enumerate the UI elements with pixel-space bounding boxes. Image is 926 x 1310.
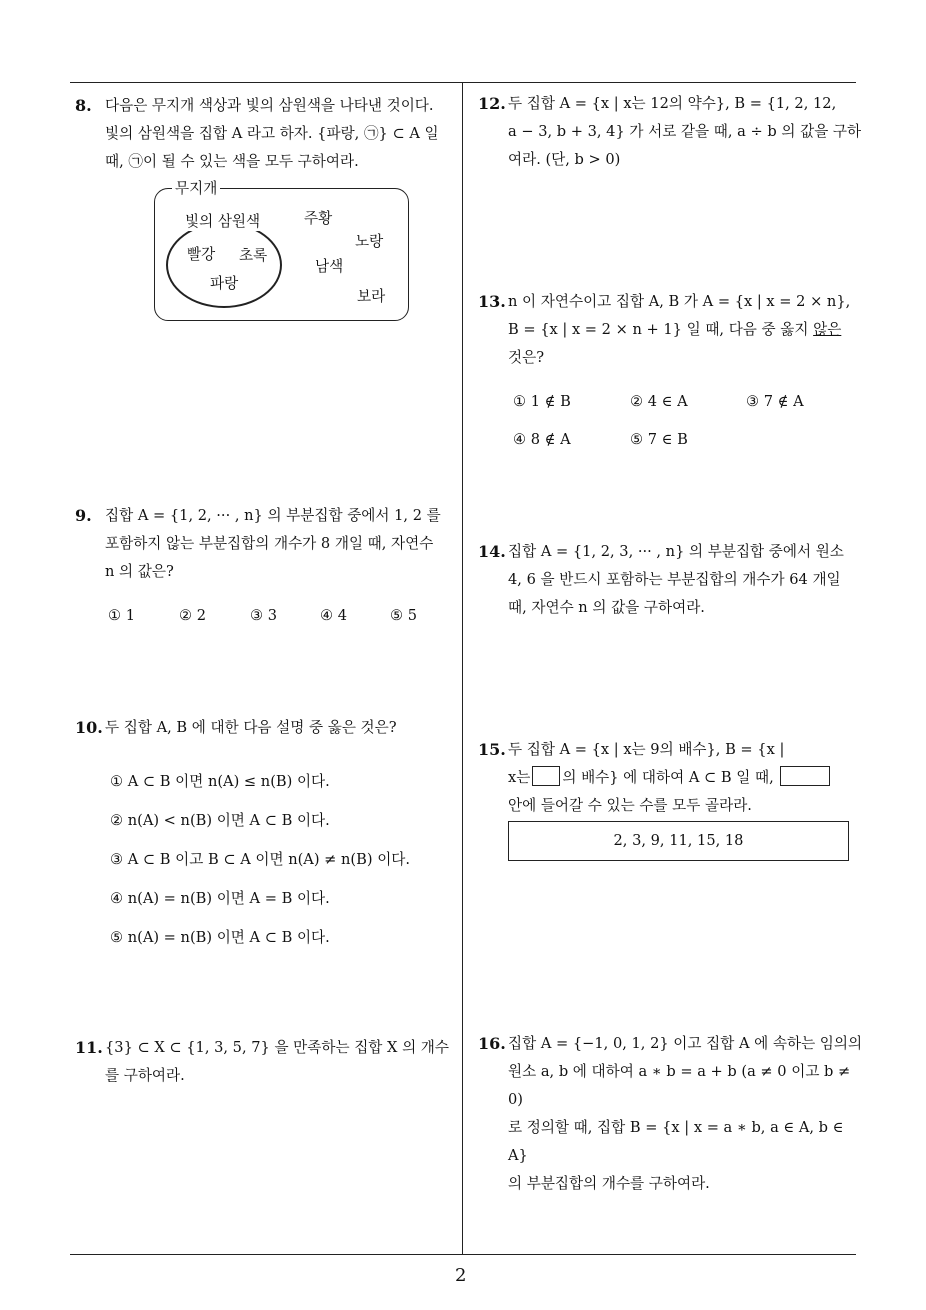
answer-options-box [508, 821, 849, 861]
question-line: 4, 6 을 반드시 포함하는 부분집합의 개수가 64 개일 [508, 571, 841, 588]
choice-1[interactable]: ① A ⊂ B 이면 n(A) ≤ n(B) 이다. [110, 773, 330, 790]
question-line [508, 764, 863, 792]
emphasis-not: 않은 [813, 321, 842, 338]
question-text [508, 90, 863, 174]
choice-1[interactable]: ① 1 ∉ B [513, 393, 571, 410]
question-line [508, 316, 863, 344]
question-13 [478, 288, 863, 372]
page-number: 2 [455, 1265, 467, 1286]
blank-box[interactable] [780, 766, 830, 786]
question-line: 원소 a, b 에 대하여 a ∗ b = a + b (a ≠ 0 이고 b ≠ 0) [508, 1063, 851, 1108]
question-12 [478, 90, 863, 174]
question-line: 것은? [508, 349, 545, 366]
question-line-text: 의 배수} 에 대하여 A ⊂ B 일 때, [562, 769, 774, 786]
question-line-text: B = {x | x = 2 × n + 1} 일 때, 다음 중 옳지 [508, 321, 814, 338]
question-number: 9. [75, 506, 92, 525]
question-line: 집합 A = {−1, 0, 1, 2} 이고 집합 A 에 속하는 임의의 [508, 1035, 863, 1052]
question-line: 두 집합 A = {x | x는 9의 배수}, B = {x | [508, 741, 785, 758]
question-text: 두 집합 A, B 에 대한 다음 설명 중 옳은 것은? [105, 719, 397, 736]
answer-options: 2, 3, 9, 11, 15, 18 [613, 832, 744, 849]
question-number: 16. [478, 1034, 506, 1053]
question-15 [478, 736, 863, 820]
question-line: n 이 자연수이고 집합 A, B 가 A = {x | x = 2 × n}, [508, 293, 851, 310]
question-line: 집합 A = {1, 2, 3, ··· , n} 의 부분집합 중에서 원소 [508, 543, 844, 560]
choice-3[interactable]: ③ A ⊂ B 이고 B ⊂ A 이면 n(A) ≠ n(B) 이다. [110, 851, 411, 868]
question-text [105, 502, 460, 586]
question-number: 10. [75, 718, 103, 737]
question-line: 를 구하여라. [105, 1067, 185, 1084]
blank-box[interactable] [532, 766, 560, 786]
question-16 [478, 1030, 863, 1198]
question-line: 집합 A = {1, 2, ··· , n} 의 부분집합 중에서 1, 2 를 [105, 507, 441, 524]
question-line: 안에 들어갈 수 있는 수를 모두 골라라. [508, 797, 752, 814]
question-line: 포함하지 않는 부분집합의 개수가 8 개일 때, 자연수 [105, 535, 434, 552]
rainbow-set-label: 무지개 [172, 177, 220, 198]
choice-1[interactable]: ① 1 [108, 607, 136, 624]
question-text [508, 1030, 863, 1198]
choice-3[interactable]: ③ 7 ∉ A [746, 393, 804, 410]
choice-5[interactable]: ⑤ 5 [390, 607, 418, 624]
question-line-text: x는 [508, 769, 531, 786]
question-line: 다음은 무지개 색상과 빛의 삼원색을 나타낸 것이다. [105, 97, 434, 114]
color-green: 초록 [239, 247, 268, 264]
question-number: 13. [478, 292, 506, 311]
question-9 [75, 502, 460, 586]
color-red: 빨강 [187, 246, 216, 263]
question-8 [75, 92, 460, 176]
choice-5[interactable]: ⑤ n(A) = n(B) 이면 A ⊂ B 이다. [110, 929, 330, 946]
color-violet: 보라 [357, 288, 386, 305]
question-text [105, 92, 460, 176]
primary-colors-label: 빛의 삼원색 [182, 210, 263, 231]
color-indigo: 남색 [315, 258, 344, 275]
bottom-rule [70, 1254, 856, 1255]
color-yellow: 노랑 [355, 233, 384, 250]
question-line: 두 집합 A = {x | x는 12의 약수}, B = {1, 2, 12, [508, 95, 837, 112]
question-text [508, 288, 863, 372]
question-line: 때, ㉠이 될 수 있는 색을 모두 구하여라. [105, 153, 359, 170]
column-divider [462, 82, 463, 1255]
question-number: 8. [75, 96, 92, 115]
question-10 [75, 714, 460, 742]
question-line: {3} ⊂ X ⊂ {1, 3, 5, 7} 을 만족하는 집합 X 의 개수 [105, 1039, 449, 1056]
question-line: n 의 값은? [105, 563, 174, 580]
choice-3[interactable]: ③ 3 [250, 607, 278, 624]
choice-4[interactable]: ④ 4 [320, 607, 348, 624]
question-14 [478, 538, 863, 622]
question-line: 의 부분집합의 개수를 구하여라. [508, 1175, 710, 1192]
question-text [105, 1034, 460, 1090]
color-blue: 파랑 [210, 275, 239, 292]
question-text [508, 538, 863, 622]
question-text [508, 736, 863, 820]
color-orange: 주황 [304, 210, 333, 227]
question-line: 때, 자연수 n 의 값을 구하여라. [508, 599, 705, 616]
question-line: 로 정의할 때, 집합 B = {x | x = a ∗ b, a ∈ A, b ∈ A} [508, 1119, 844, 1164]
question-number: 15. [478, 740, 506, 759]
question-number: 14. [478, 542, 506, 561]
choice-4[interactable]: ④ n(A) = n(B) 이면 A = B 이다. [110, 890, 330, 907]
choice-2[interactable]: ② 2 [179, 607, 207, 624]
question-line: a − 3, b + 3, 4} 가 서로 같을 때, a ÷ b 의 값을 구하 [508, 123, 862, 140]
choice-2[interactable]: ② 4 ∈ A [630, 393, 688, 410]
question-number: 12. [478, 94, 506, 113]
primary-colors-circle [166, 222, 282, 308]
choice-5[interactable]: ⑤ 7 ∈ B [630, 431, 688, 448]
choice-2[interactable]: ② n(A) < n(B) 이면 A ⊂ B 이다. [110, 812, 330, 829]
choice-4[interactable]: ④ 8 ∉ A [513, 431, 571, 448]
question-line: 여라. (단, b > 0) [508, 151, 621, 168]
question-number: 11. [75, 1038, 103, 1057]
question-line: 빛의 삼원색을 집합 A 라고 하자. {파랑, ㉠} ⊂ A 일 [105, 125, 439, 142]
venn-diagram [154, 180, 410, 322]
question-11 [75, 1034, 460, 1090]
